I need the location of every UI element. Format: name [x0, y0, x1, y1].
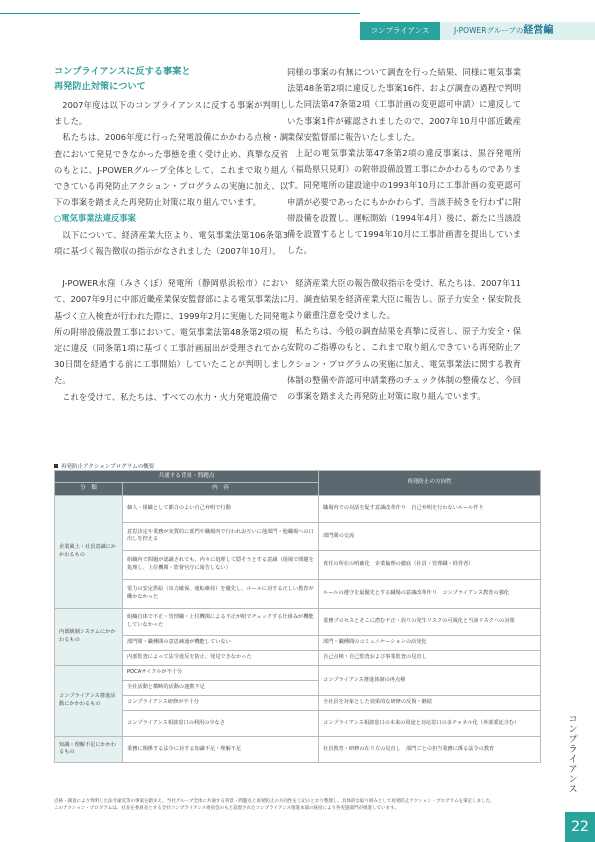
content-cell: 組織自体で不正・管理職・上位機関による不正が眼でチェックする仕組みが機能していなかった: [123, 608, 319, 635]
content-cell: 組織内で問題が認識されても、内々に処理して隠そうとする意識（現場で問題を処理し、上位機関・監督官庁に報告しない）: [123, 550, 319, 579]
page-header: [0, 0, 595, 40]
paragraph: 私たちは、今般の調査結果を真摯に反省し、原子力安全・保安院のご指導のもと、これまで取り組んできている再発防止アクション・プログラムの実施に加え、電気事業法に関する教育体制の整備や許認可申請業務のチェック体制の整備など、今回の事案を踏まえた再発防止対策に取り組んでいます。: [287, 326, 521, 402]
policy-cell: 職場内での対話を促す意識改革作り 自己弁明を行わないルール作り: [319, 495, 541, 522]
table-title: [54, 462, 154, 470]
category-cell: 内部統制システムにかかわるもの: [55, 608, 123, 665]
paragraph: 以下について、経済産業大臣より、電気事業法第106条第3項に基づく報告徴収の指示がなされました（2007年10月）。: [54, 229, 288, 256]
table-row: [55, 608, 541, 635]
table-row: [55, 650, 541, 665]
policy-cell: 部門・職種間のコミュニケーションの活発化: [319, 635, 541, 650]
table-notes: [54, 798, 541, 812]
table-row: [55, 522, 541, 550]
paragraph: 同様の事案の有無について調査を行った結果、同様に電気事業法第48条第2項に違反した事案16件、および調査の過程で判明した同法第47条第2項（工事計画の変更認可申請）に違反していた事案1件が確認されましたので、2007年10月中部近畿産業保安監督部に報告いたしました。: [287, 67, 521, 142]
table-title-text: 再発防止アクションプログラムの概要: [61, 464, 155, 470]
content-cell: 業務に関係する法令に対する知識不足・理解不足: [123, 736, 319, 762]
note-line: 点検・調査により判明した法令違反等の事案を踏まえ、当社グループ全体に共通する背景・問題点と再発防止の方向性を上記のとおり整理し、具体的な取り組みとして再発防止アクション・プログラムを策定しました。: [54, 799, 495, 804]
paragraph: 私たちは、2006年度に行った発電設備にかかわる点検・調査において発見できなかった事態を重く受け止め、真摯な反省のもとに、J-POWERグループ全体として、これまで取り組んできている再発防止アクション・プログラムの実施に加え、以下の事案を踏まえた再発防止対策に取り組んでいます。: [54, 132, 288, 208]
left-column: [54, 64, 288, 405]
heading-line-1: コンプライアンスに反する事案と: [54, 66, 191, 77]
page-number: 22: [565, 812, 595, 842]
content-cell: 内部監査によって法令違反を防止、発見できなかった: [123, 650, 319, 665]
table-row: [55, 736, 541, 762]
content-cell: 部門間・職種間の意思疎通が機能していない: [123, 635, 319, 650]
content-cell: 電力の安定供給（出力確保、運転維持）を優先し、ルールに対する正しい教育が働かなかった: [123, 579, 319, 608]
table-row: [55, 665, 541, 680]
group-management-tab: [440, 22, 595, 40]
policy-cell: コンプライアンス相談窓口の本来の用途と対応窓口の多チャネル化（外部委託含む）: [319, 710, 541, 736]
paragraph: 経済産業大臣の報告徴収指示を受け、私たちは、2007年11月、調査結果を経済産業大臣に報告し、原子力安全・保安院長より厳重注意を受けました。: [287, 277, 521, 321]
content-cell: PDCAサイクルが不十分: [123, 665, 319, 680]
table-row: [55, 579, 541, 608]
category-cell: 企業風土・社員意識にかかわるもの: [55, 495, 123, 608]
policy-cell: ルールの遵守を最優先とする職場の意識改革作り コンプライアンス教育の強化: [319, 579, 541, 608]
table-row: [55, 710, 541, 736]
table-row: [55, 495, 541, 522]
content-cell: コンプライアンス研修が不十分: [123, 695, 319, 710]
content-cell: 全社活動と横断的活動の連携不足: [123, 680, 319, 695]
section-heading: [54, 64, 288, 94]
side-section-label: コンプライアンス: [568, 715, 578, 795]
paragraph: 2007年度は以下のコンプライアンスに反する事案が判明しました。: [54, 100, 288, 127]
policy-cell: コンプライアンス推進体制の再点検: [319, 665, 541, 695]
group-prefix: J-POWERグループの: [454, 26, 524, 35]
square-bullet-icon: [54, 464, 58, 468]
table-row: [55, 695, 541, 710]
table-row: [55, 635, 541, 650]
policy-cell: 業務プロセスとそこに潜む不正・誤りの発生リスクの可視化と当該リスクへの対策: [319, 608, 541, 635]
content-cell: 個人・組織として都合のよい自己弁明で行動: [123, 495, 319, 522]
subheading: ○電気事業法違反事案: [54, 213, 136, 224]
paragraph: これを受けて、私たちは、すべての水力・火力発電設備で: [62, 391, 278, 402]
note-line: このアクション・プログラムは、社長を委員長とする全社コンプライアンス委員会のもと設置されたコンプライアンス推進本部の統括により各実施部門が推進しています。: [54, 806, 399, 811]
category-cell: コンプライアンス推進活動にかかわるもの: [55, 665, 123, 736]
section-tab: コンプライアンス: [360, 22, 440, 40]
table-head-background: 共通する背景・問題点: [55, 471, 319, 483]
heading-line-2: 再発防止対策について: [54, 81, 146, 92]
policy-cell: 社員教育・研修の在り方の見直し 部門ごとの担当業務に係る法令の教育: [319, 736, 541, 762]
table-row: [55, 550, 541, 579]
header-rule: [0, 13, 360, 14]
table-head-category: 分 類: [55, 483, 123, 495]
policy-cell: 責任の所在の明確化 企業倫理の徹底（社員・管理職・経営者）: [319, 550, 541, 579]
policy-cell: 自己点検・自己監査および事業監査の見直し: [319, 650, 541, 665]
content-cell: 意思決定や業務が実質的に部門や職場内で行われお互いに他部門・他職場への口出しを控える: [123, 522, 319, 550]
policy-cell: 部門間の交流: [319, 522, 541, 550]
group-bold: 経営編: [523, 25, 554, 36]
action-program-table: [54, 470, 541, 763]
category-cell: 知識・理解不足にかかわるもの: [55, 736, 123, 762]
policy-cell: 全社員を対象とした効果的な研修の反復・継続: [319, 695, 541, 710]
right-column: [287, 64, 521, 404]
paragraph: 上記の電気事業法第47条第2項の違反事案は、黒谷発電所（福島県只見町）の附帯設備設置工事にかかわるものであります。同発電所の建設途中の1993年10月に工事計画の変更認可申請が必要であったにもかかわらず、当該手続きを行わずに附帯設備を設置し、運転開始（1994年4月）後に、新たに当該設備を設置するとして1994年10月に工事計画書を提出していました。: [287, 148, 521, 256]
table-head-policy: 再発防止の方向性: [319, 471, 541, 496]
paragraph: J-POWER水窪（みさくぼ）発電所（静岡県浜松市）において、2007年9月に中部近畿産業保安監督部による電気事業法に基づく立入検査が行われた際に、1999年2月に実施した同発電所の附帯設備設置工事において、電気事業法第48条第2項の規定に違反（同条第1項に基づく工事計画届出が受理されてから30日間を経過する前に工事開始）していたことが判明しました。: [54, 278, 288, 386]
table-head-content: 内 容: [123, 483, 319, 495]
content-cell: コンプライアンス相談窓口の利用の少なさ: [123, 710, 319, 736]
